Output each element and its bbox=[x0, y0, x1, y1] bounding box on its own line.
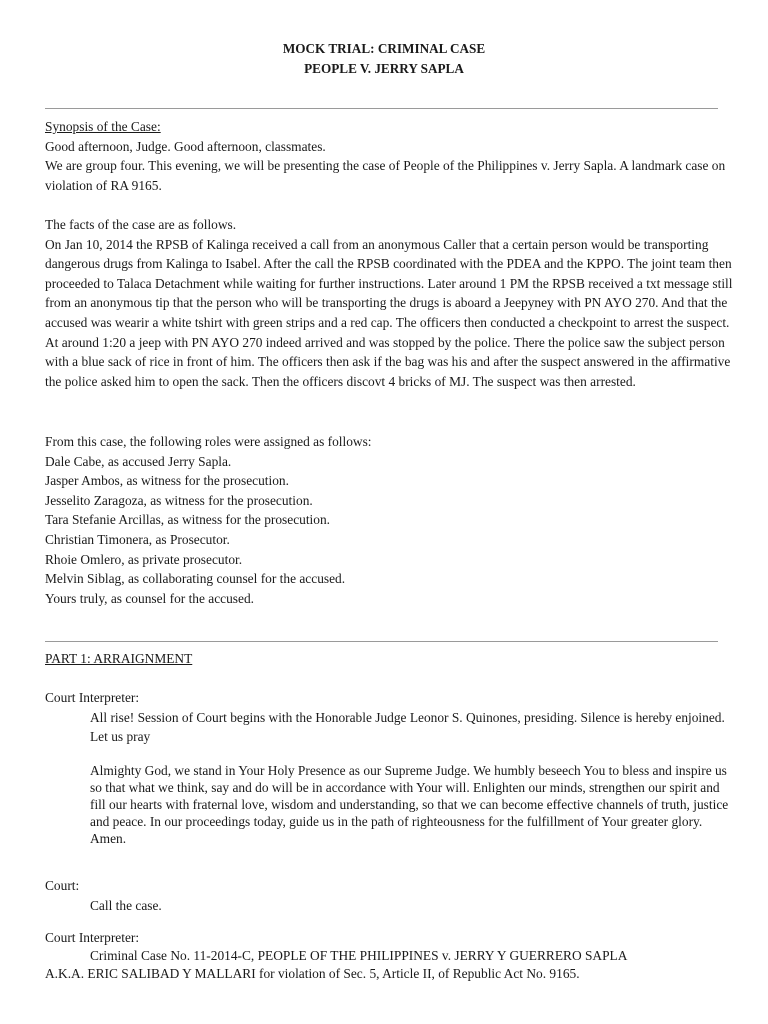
prayer-paragraph: Almighty God, we stand in Your Holy Presence as our Supreme Judge. We humbly beseech You to bless and inspire us so that what we think, say and do will be in accordance with Your will. Enlighten our minds, strengthen our spirit and fill our hearts with fraternal love, wisdom and understanding, so that we can become effective channels of truth, justice and peace. In our proceedings today, guide us in the path of righteousness for the fulfillment of Your greater glory. Amen. bbox=[90, 763, 729, 846]
opening-statement: All rise! Session of Court begins with the Honorable Judge Leonor S. Quinones, presiding. Silence is hereby enjoined. Let us pray bbox=[90, 709, 725, 745]
role-item: Christian Timonera, as Prosecutor. bbox=[45, 531, 230, 547]
call-statement: Call the case. bbox=[90, 897, 162, 913]
synopsis-section bbox=[45, 117, 735, 195]
part-heading: PART 1: ARRAIGNMENT bbox=[45, 651, 193, 666]
role-item: Jesselito Zaragoza, as witness for the prosecution. bbox=[45, 492, 313, 508]
role-item: Yours truly, as counsel for the accused. bbox=[45, 590, 254, 606]
role-item: Jasper Ambos, as witness for the prosecution. bbox=[45, 473, 289, 489]
speaker-label: Court: bbox=[45, 878, 80, 893]
court-interpreter-case bbox=[45, 929, 735, 983]
prayer-section bbox=[45, 762, 735, 847]
synopsis-heading: Synopsis of the Case: bbox=[45, 119, 161, 134]
facts-section bbox=[45, 215, 735, 391]
section-divider bbox=[45, 641, 718, 642]
roles-section bbox=[45, 432, 735, 608]
role-item: Melvin Siblag, as collaborating counsel for the accused. bbox=[45, 571, 346, 587]
roles-intro: From this case, the following roles were assigned as follows: bbox=[45, 434, 372, 449]
document-title: MOCK TRIAL: CRIMINAL CASE bbox=[282, 41, 486, 56]
facts-paragraph: On Jan 10, 2014 the RPSB of Kalinga received a call from an anonymous Caller that a certain person would be transporting dangerous drugs from Kalinga to Isabel. After the call the RPSB coordinated with the PDEA and the KPPO. The joint team then proceeded to Talaca Detachment while waiting for further instructions. Later around 1 PM the RPSB received a txt message still from an anonymous tip that the person who will be transporting the drugs is aboard a Jeepyney with PN AYO 270. And that the accused was wearir a white tshirt with green strips and a red cap. The officers then conducted a checkpoint to arrest the suspect. At around 1:20 a jeep with PN AYO 270 indeed arrived and was stopped by the police. There the police saw the subject person with a blue sack of rice in front of him. The officers then ask if the bag was his and after the suspect answered in the affirmative the police asked him to open the sack. Then the officers discovt 4 bricks of MJ. The suspect was then arrested. bbox=[45, 236, 733, 389]
role-item: Dale Cabe, as accused Jerry Sapla. bbox=[45, 453, 232, 469]
speaker-label: Court Interpreter: bbox=[45, 930, 140, 945]
intro-paragraph: We are group four. This evening, we will be presenting the case of People of the Philippines v. Jerry Sapla. A landmark case on violation of RA 9165. bbox=[45, 158, 726, 193]
court-call bbox=[45, 876, 735, 915]
role-item: Rhoie Omlero, as private prosecutor. bbox=[45, 551, 243, 567]
role-item: Tara Stefanie Arcillas, as witness for the prosecution. bbox=[45, 512, 331, 528]
court-interpreter-opening bbox=[45, 688, 735, 747]
speaker-label: Court Interpreter: bbox=[45, 690, 140, 705]
greeting-paragraph: Good afternoon, Judge. Good afternoon, classmates. bbox=[45, 138, 326, 154]
facts-intro: The facts of the case are as follows. bbox=[45, 217, 237, 232]
section-divider bbox=[45, 108, 718, 109]
case-line-1: Criminal Case No. 11-2014-C, PEOPLE OF THE PHILIPPINES v. JERRY Y GUERRERO SAPLA bbox=[90, 948, 628, 963]
arraignment-heading bbox=[45, 649, 735, 669]
document-subtitle: PEOPLE V. JERRY SAPLA bbox=[304, 61, 464, 76]
case-line-2: A.K.A. ERIC SALIBAD Y MALLARI for violation of Sec. 5, Article II, of Republic Act No. 9165. bbox=[45, 966, 580, 981]
